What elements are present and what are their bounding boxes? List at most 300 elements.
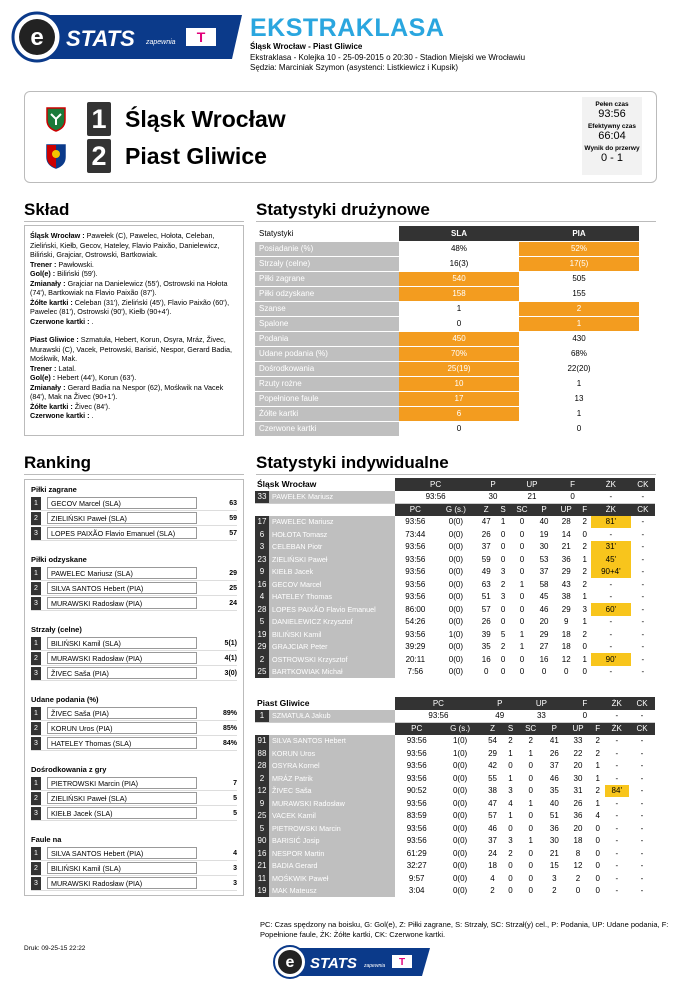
- ranking-category: Dośrodkowania z gry: [31, 765, 107, 774]
- col-header: ŻK: [605, 722, 630, 735]
- rank-number: 3: [31, 667, 41, 680]
- player-name: KIEŁB Jacek: [269, 566, 395, 579]
- ranking-row: [31, 776, 237, 791]
- player-stat: -: [641, 592, 645, 602]
- rank-player: KIEŁB Jacek (SLA): [47, 807, 197, 819]
- team-stat-row: [255, 301, 639, 316]
- rank-number: 3: [31, 877, 41, 890]
- sla-value: 70%: [399, 346, 519, 361]
- gk-col-header: PC: [395, 478, 476, 491]
- player-stat: 0(0): [448, 579, 464, 589]
- rank-value: 59: [229, 514, 237, 522]
- player-stat: 93:56: [405, 579, 426, 589]
- gk-stat: -: [640, 711, 644, 720]
- player-stat: 0: [519, 554, 525, 564]
- pia-col-label: PIA: [519, 226, 639, 241]
- player-stat: 1: [595, 761, 600, 771]
- player-number: 90: [255, 835, 269, 848]
- pia-value: 13: [519, 391, 639, 406]
- player-stat: 30: [573, 773, 583, 783]
- player-stat: 2: [595, 786, 600, 796]
- player-stat: 0: [508, 886, 513, 896]
- gk-col-header: P: [482, 697, 518, 710]
- player-stat: 29: [539, 629, 549, 639]
- player-stat: 4: [508, 798, 513, 808]
- player-stat: 73:44: [405, 529, 426, 539]
- player-number: 19: [255, 885, 269, 898]
- player-stat: 1: [508, 773, 513, 783]
- player-stat: 0(0): [448, 529, 464, 539]
- player-row: [255, 591, 655, 604]
- stats-logo: [10, 10, 250, 64]
- player-stat: 0: [582, 642, 587, 652]
- away-lineup: Piast Gliwice : Szmatuła, Hebert, Korun, Osyra, Mráz, Živec, Murawski (C), Vacek, Petrowski, Barisić, Nespor, Gerard Badia, Mośkwik, Mak. Trener : Latal. Gol(e) : Hebert (44'), Korun (63'). Zmianały : Gerard Badia na Nespor (62), Mośkwik na Vacek (84'), Mak na Živec (90+1'). Żółte kartki : Živec (84'). Czerwone kartki : .: [30, 335, 232, 420]
- player-number: 16: [255, 578, 269, 591]
- player-stat: 0(0): [448, 654, 464, 664]
- player-stat: 1: [582, 554, 587, 564]
- player-row: [255, 628, 655, 641]
- player-row: [255, 847, 655, 860]
- player-stat: 0: [508, 823, 513, 833]
- team-stats-table: [255, 226, 639, 437]
- player-stat: -: [640, 773, 644, 783]
- player-stat: -: [615, 836, 619, 846]
- player-stat: -: [641, 567, 645, 577]
- player-stat: 90+4': [591, 566, 631, 579]
- player-stat: 1: [528, 836, 533, 846]
- player-stat: 0: [595, 823, 600, 833]
- player-stat: 24: [488, 848, 497, 858]
- player-number: 91: [255, 735, 269, 748]
- player-number: 88: [255, 747, 269, 760]
- player-stat: 93:56: [406, 836, 427, 846]
- full-time-label: Pełen czas: [595, 101, 629, 108]
- ranking-category: Piłki zagrane: [31, 485, 77, 494]
- player-stat: 0: [508, 873, 513, 883]
- player-stat: -: [640, 811, 644, 821]
- pia-value: 68%: [519, 346, 639, 361]
- gk-stat: 33: [536, 711, 546, 720]
- col-header: Z: [482, 722, 503, 735]
- pia-value: 155: [519, 286, 639, 301]
- player-stat: 18: [573, 836, 583, 846]
- player-stat: 0(0): [448, 554, 464, 564]
- ranking-box: [24, 479, 244, 896]
- player-stat: -: [641, 542, 645, 552]
- player-name: PIETROWSKI Marcin: [269, 822, 395, 835]
- rank-number: 2: [31, 582, 41, 595]
- player-stat: 55: [488, 773, 497, 783]
- player-stat: 29: [488, 748, 497, 758]
- rank-value: 85%: [222, 724, 237, 732]
- column-header-row: [255, 503, 655, 516]
- rank-player: PIETROWSKI Marcin (PIA): [47, 777, 197, 789]
- player-stat: 1: [595, 773, 600, 783]
- player-stat: 29: [561, 604, 571, 614]
- sla-value: 48%: [399, 241, 519, 256]
- player-stat: -: [640, 736, 644, 746]
- home-team-row: [43, 102, 286, 136]
- player-stat: -: [640, 836, 644, 846]
- player-name: HATELEY Thomas: [269, 591, 395, 604]
- team-header-row: [255, 478, 655, 491]
- col-header: UP: [554, 503, 578, 516]
- player-number: 21: [255, 860, 269, 873]
- rank-value: 84%: [222, 739, 237, 747]
- team-name: Śląsk Wrocław: [257, 479, 317, 490]
- player-stat: 84': [605, 785, 630, 798]
- pia-value: 2: [519, 301, 639, 316]
- player-stat: 0: [500, 654, 506, 664]
- pia-value: 1: [519, 406, 639, 421]
- player-name: PAWEŁEK Mariusz: [269, 491, 395, 504]
- player-stat: 0(0): [448, 667, 464, 677]
- player-name: MURAWSKI Radosław: [269, 797, 395, 810]
- player-row: [255, 653, 655, 666]
- player-stat: 59: [481, 554, 491, 564]
- rank-player: BILIŃSKI Kamil (SLA): [47, 862, 197, 874]
- player-number: 11: [255, 872, 269, 885]
- player-stat: -: [641, 642, 645, 652]
- player-stat: 2: [552, 886, 557, 896]
- player-name: VACEK Kamil: [269, 810, 395, 823]
- player-stat: 1: [500, 517, 506, 527]
- stat-label: Popełnione faule: [255, 391, 399, 406]
- player-stat: 43: [561, 579, 571, 589]
- player-name: BILIŃSKI Kamil: [269, 628, 395, 641]
- player-stat: 16: [481, 654, 491, 664]
- rank-player: GECOV Marcel (SLA): [47, 497, 197, 509]
- stat-label: Strzały (celne): [255, 256, 399, 271]
- player-stat: 0(0): [452, 861, 468, 871]
- player-name: LOPES PAIXÃO Flavio Emanuel: [269, 603, 395, 616]
- player-stat: 2: [508, 736, 513, 746]
- stat-label: Czerwone kartki: [255, 421, 399, 436]
- away-individual-table: [255, 697, 655, 897]
- player-stat: 0: [519, 604, 525, 614]
- player-stat: 0: [528, 823, 533, 833]
- player-stat: 3: [552, 873, 557, 883]
- player-stat: -: [640, 798, 644, 808]
- col-header: F: [591, 722, 605, 735]
- player-name: ŽIVEC Saša: [269, 785, 395, 798]
- col-header: UP: [565, 722, 591, 735]
- player-stat: 20:11: [405, 654, 426, 664]
- player-stat: -: [615, 848, 619, 858]
- player-row: [255, 772, 655, 785]
- player-number: 33: [255, 491, 269, 504]
- player-stat: -: [640, 861, 644, 871]
- home-team-name: Śląsk Wrocław: [125, 105, 286, 132]
- player-stat: 93:56: [406, 748, 427, 758]
- player-stat: 1: [582, 617, 587, 627]
- player-number: 4: [255, 591, 269, 604]
- player-stat: 22: [573, 748, 583, 758]
- player-stat: 1: [582, 654, 587, 664]
- ranking-category: Faule na: [31, 835, 62, 844]
- player-stat: 46: [539, 604, 549, 614]
- gk-col-header: PC: [395, 697, 482, 710]
- player-stat: 46: [549, 773, 559, 783]
- player-stat: 1: [519, 579, 525, 589]
- player-stat: 31: [573, 786, 583, 796]
- pia-value: 505: [519, 271, 639, 286]
- player-number: 17: [255, 516, 269, 529]
- player-stat: 2: [582, 517, 587, 527]
- player-stat: -: [641, 617, 645, 627]
- player-stat: 36: [549, 823, 559, 833]
- gk-col-header: ŻK: [605, 697, 630, 710]
- stat-label: Podania: [255, 331, 399, 346]
- ranking-row: [31, 636, 237, 651]
- player-stat: 51: [549, 811, 559, 821]
- goalkeeper-row: [255, 710, 655, 723]
- team-stat-row: [255, 271, 639, 286]
- player-stat: -: [640, 873, 644, 883]
- player-row: [255, 797, 655, 810]
- player-name: MAK Mateusz: [269, 885, 395, 898]
- piast-crest-icon: [43, 143, 69, 169]
- player-number: 28: [255, 603, 269, 616]
- player-stat: 27: [539, 642, 549, 652]
- player-row: [255, 872, 655, 885]
- player-name: NESPOR Martin: [269, 847, 395, 860]
- rank-number: 3: [31, 807, 41, 820]
- player-stat: 4: [595, 811, 600, 821]
- ranking-row: [31, 721, 237, 736]
- gk-stat: -: [615, 711, 619, 720]
- print-date: Druk: 09-25-15 22:22: [24, 945, 86, 952]
- player-stat: 40: [539, 517, 549, 527]
- legend: PC: Czas spędzony na boisku, G: Gol(e), Z: Piłki zagrane, S: Strzały, SC: Strzał(y) cel., P: Podania, UP: Udane podania, F: Popełnione faule, ŻK: Żółte kartki, CK: Czerwone kartki.: [260, 920, 669, 939]
- player-stat: 3: [500, 592, 506, 602]
- player-stat: 12: [561, 654, 571, 664]
- away-score: 2: [87, 139, 111, 173]
- effective-time: 66:04: [598, 130, 626, 142]
- player-stat: 0: [500, 542, 506, 552]
- ranking-category: Strzały (celne): [31, 625, 82, 634]
- gk-col-header: UP: [510, 478, 554, 491]
- rank-value: 3: [233, 879, 237, 887]
- team-stat-row: [255, 316, 639, 331]
- player-stat: 20: [573, 823, 583, 833]
- footer-stats-logo: [272, 944, 434, 980]
- sla-value: 450: [399, 331, 519, 346]
- player-number: 9: [255, 566, 269, 579]
- team-stat-row: [255, 376, 639, 391]
- player-stat: 0(0): [448, 604, 464, 614]
- team-stats-title: Statystyki drużynowe: [256, 200, 430, 219]
- team-name: Piast Gliwice: [257, 698, 310, 709]
- pia-value: 430: [519, 331, 639, 346]
- player-stat: -: [615, 823, 619, 833]
- halftime-label: Wynik do przerwy: [584, 145, 640, 152]
- player-stat: 37: [488, 836, 497, 846]
- player-stat: 1: [519, 642, 525, 652]
- gk-stat: 93:56: [425, 492, 446, 501]
- player-stat: 0(0): [448, 567, 464, 577]
- player-stat: -: [615, 748, 619, 758]
- col-header: PC: [395, 503, 436, 516]
- player-stat: 18: [561, 629, 571, 639]
- player-stat: -: [641, 604, 645, 614]
- player-stat: 2: [582, 579, 587, 589]
- col-header: S: [496, 503, 510, 516]
- rank-player: LOPES PAIXÃO Flavio Emanuel (SLA): [47, 527, 197, 539]
- player-stat: 20: [573, 761, 583, 771]
- player-stat: 45': [591, 553, 631, 566]
- player-stat: 4: [490, 873, 495, 883]
- player-stat: 7:56: [407, 667, 424, 677]
- ranking-row: [31, 706, 237, 721]
- player-stat: 40: [549, 798, 559, 808]
- player-stat: 0: [500, 554, 506, 564]
- gk-stat: 30: [488, 492, 498, 501]
- player-stat: 14: [561, 529, 571, 539]
- player-stat: 30: [549, 836, 559, 846]
- player-stat: 0: [519, 567, 525, 577]
- player-stat: 81': [591, 516, 631, 529]
- player-stat: -: [615, 798, 619, 808]
- ranking-row: [31, 526, 237, 541]
- player-stat: 0: [595, 886, 600, 896]
- player-stat: 2: [500, 642, 506, 652]
- player-stat: 0: [582, 529, 587, 539]
- team-stat-row: [255, 361, 639, 376]
- home-lineup: Śląsk Wrocław : Pawełek (C), Pawelec, Hołota, Celeban, Zieliński, Kiełb, Gecov, Hateley, Flavio Paixão, Danielewicz, Biliński, Grajciar, Ostrowski, Bartkowiak. Trener : Pawłowski. Gol(e) : Biliński (59'). Zmianały : Grajciar na Danielewicz (55'), Ostrowski na Hołota (74'), Bartkowiak na Flavio Paixão (87'). Żółte kartki : Celeban (31'), Zieliński (45'), Flavio Paixão (60'), Pawelec (81'), Ostrowski (90'), Kiełb (90+4'). Czerwone kartki : .: [30, 231, 230, 326]
- team-stat-row: [255, 286, 639, 301]
- lineup-box: [24, 225, 244, 436]
- team-stat-row: [255, 241, 639, 256]
- player-stat: 0(0): [448, 592, 464, 602]
- rank-number: 2: [31, 722, 41, 735]
- rank-player: BILIŃSKI Kamil (SLA): [47, 637, 197, 649]
- league-title: EKSTRAKLASA: [250, 14, 445, 42]
- player-stat: 0: [528, 786, 533, 796]
- divider: [256, 474, 656, 475]
- match-title: Śląsk Wrocław - Piast Gliwice: [250, 42, 363, 51]
- pia-value: 1: [519, 376, 639, 391]
- player-stat: 1(0): [448, 629, 464, 639]
- player-name: CELEBAN Piotr: [269, 541, 395, 554]
- player-stat: 0(0): [452, 848, 468, 858]
- player-row: [255, 566, 655, 579]
- player-stat: 53: [539, 554, 549, 564]
- divider: [24, 221, 244, 222]
- player-stat: 16: [539, 654, 549, 664]
- player-row: [255, 641, 655, 654]
- player-stat: 1: [508, 811, 513, 821]
- player-stat: 2: [595, 736, 600, 746]
- rank-value: 89%: [222, 709, 237, 717]
- player-name: GECOV Marcel: [269, 578, 395, 591]
- gk-col-header: CK: [629, 697, 655, 710]
- player-stat: 0(0): [452, 761, 468, 771]
- player-stat: -: [609, 592, 613, 602]
- stats-label: STATS: [66, 26, 135, 51]
- player-stat: 2: [575, 873, 581, 883]
- ranking-row: [31, 666, 237, 681]
- player-stat: 0: [519, 667, 525, 677]
- ranking-row: [31, 791, 237, 806]
- player-name: MOŚKWIK Paweł: [269, 872, 395, 885]
- rank-number: 1: [31, 847, 41, 860]
- team-header-row: [255, 697, 655, 710]
- col-header: CK: [631, 503, 655, 516]
- player-stat: 31': [591, 541, 631, 554]
- svg-text:e: e: [30, 24, 44, 51]
- player-stat: 0: [519, 542, 525, 552]
- t-logo-icon: T: [196, 29, 206, 45]
- player-stat: 0(0): [452, 798, 468, 808]
- goalkeeper-row: [255, 491, 655, 504]
- player-stat: 93:56: [405, 629, 426, 639]
- rank-player: ŽIVEC Saša (PIA): [47, 707, 197, 719]
- team-stat-row: [255, 331, 639, 346]
- rank-value: 57: [229, 529, 237, 537]
- player-number: 23: [255, 553, 269, 566]
- gk-stat: -: [609, 492, 613, 501]
- player-stat: 32:27: [406, 861, 427, 871]
- rank-player: ZIELIŃSKI Paweł (SLA): [47, 512, 197, 524]
- player-stat: -: [641, 667, 645, 677]
- player-stat: 2: [582, 542, 587, 552]
- player-stat: 0: [528, 873, 533, 883]
- player-number: 5: [255, 822, 269, 835]
- player-row: [255, 541, 655, 554]
- player-number: 5: [255, 616, 269, 629]
- rank-value: 4: [233, 849, 237, 857]
- sla-value: 6: [399, 406, 519, 421]
- player-stat: 0: [519, 617, 525, 627]
- player-stat: 61:29: [406, 848, 427, 858]
- player-stat: 3: [500, 567, 506, 577]
- player-stat: -: [615, 873, 619, 883]
- player-stat: 39:29: [405, 642, 426, 652]
- player-number: 6: [255, 528, 269, 541]
- player-stat: 0: [528, 773, 533, 783]
- player-row: [255, 760, 655, 773]
- rank-player: PAWELEC Mariusz (SLA): [47, 567, 197, 579]
- player-stat: 1: [595, 798, 600, 808]
- player-name: HOŁOTA Tomasz: [269, 528, 395, 541]
- player-stat: 0(0): [452, 836, 468, 846]
- match-details: Ekstraklasa - Kolejka 10 - 25-09-2015 o 20:30 - Stadion Miejski we Wrocławiu: [250, 52, 526, 62]
- player-row: [255, 747, 655, 760]
- player-stat: -: [641, 529, 645, 539]
- t-logo-icon: T: [398, 957, 406, 968]
- rank-player: ZIELIŃSKI Paweł (SLA): [47, 792, 197, 804]
- player-name: KORUN Uros: [269, 747, 395, 760]
- player-row: [255, 616, 655, 629]
- footer-stats-label: STATS: [310, 955, 357, 972]
- player-stat: 1: [508, 748, 513, 758]
- player-stat: 9: [563, 617, 569, 627]
- gk-stat: 0: [582, 711, 588, 720]
- player-stat: 0(0): [452, 811, 468, 821]
- pia-value: 0: [519, 421, 639, 436]
- ranking-row: [31, 581, 237, 596]
- player-stat: 26: [481, 529, 491, 539]
- player-stat: 33: [573, 736, 583, 746]
- team-stat-row: [255, 421, 639, 436]
- player-stat: 86:00: [405, 604, 426, 614]
- player-stat: 0(0): [452, 886, 468, 896]
- player-stat: -: [641, 554, 645, 564]
- player-stat: -: [640, 886, 644, 896]
- player-stat: 93:56: [406, 773, 427, 783]
- stat-label: Udane podania (%): [255, 346, 399, 361]
